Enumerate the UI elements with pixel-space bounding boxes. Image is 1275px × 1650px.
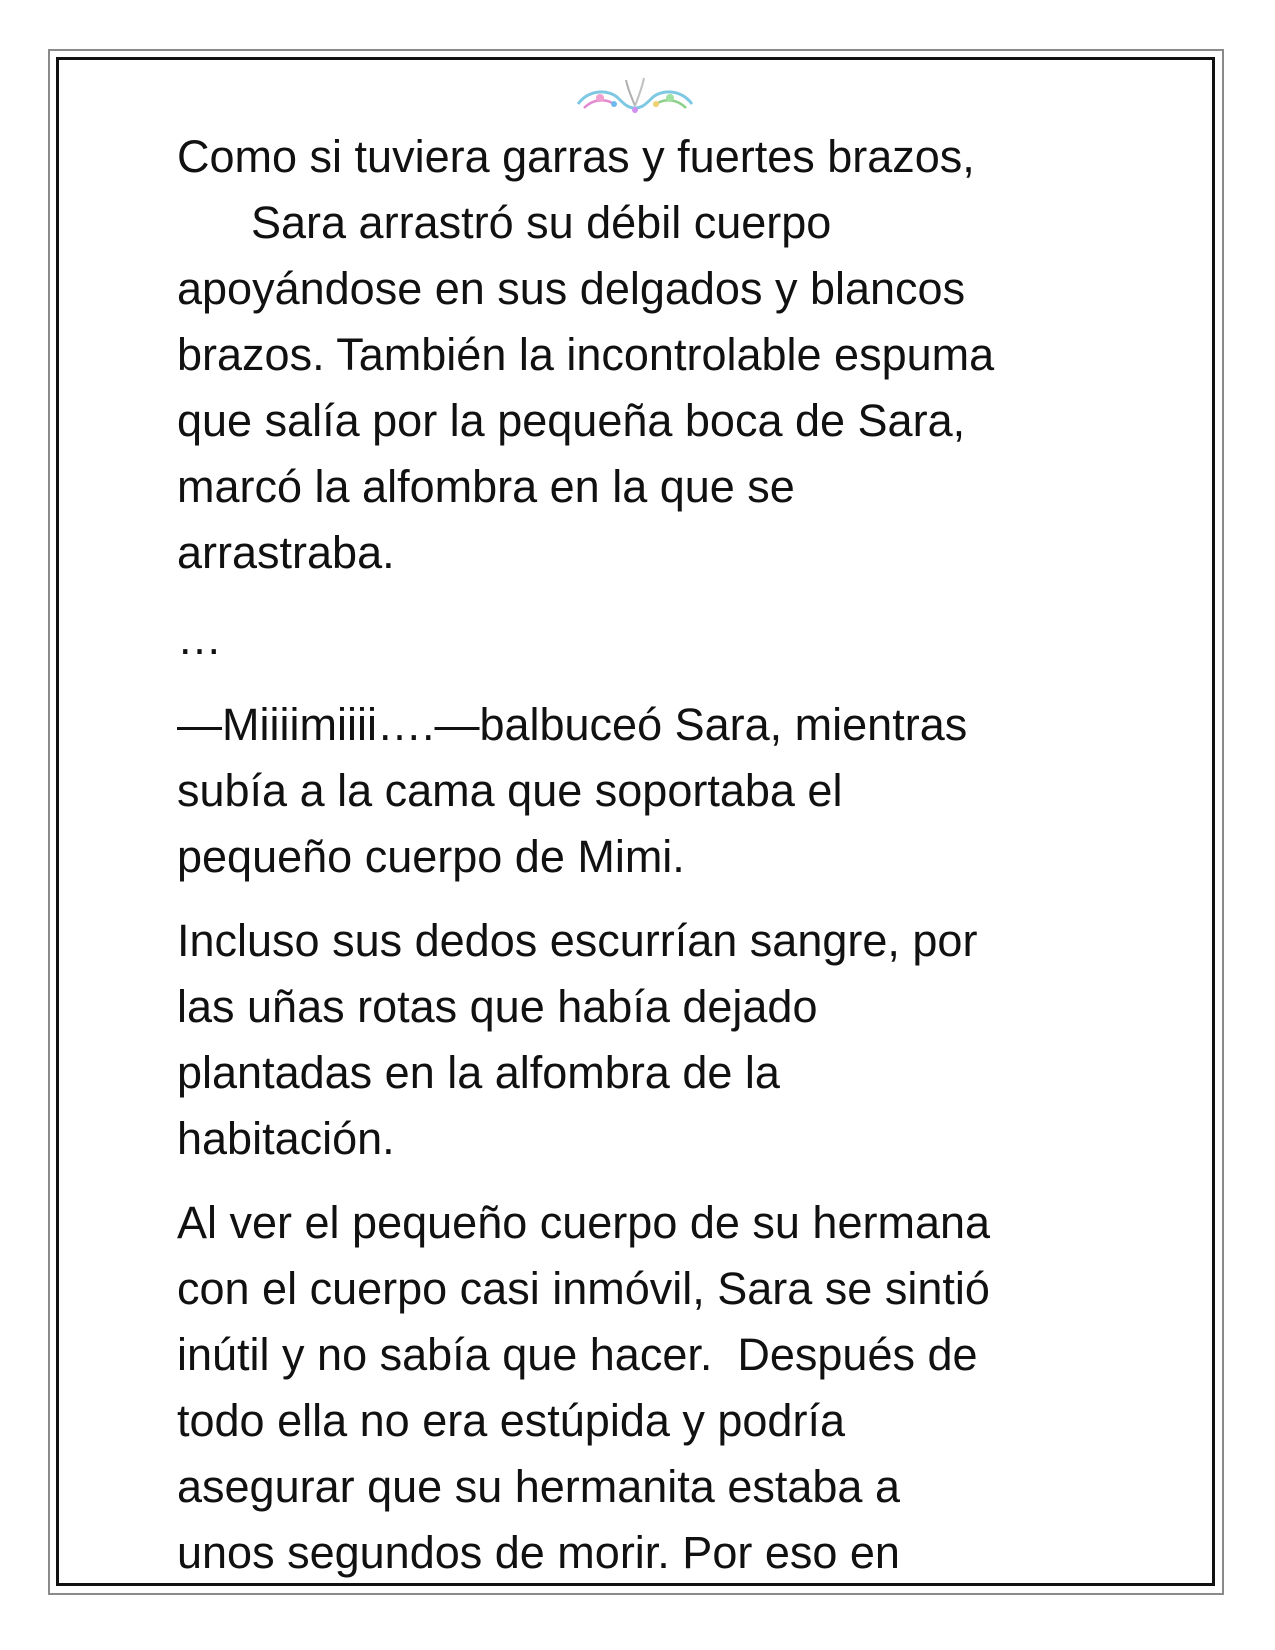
text-line: plantadas en la alfombra de la xyxy=(177,1047,780,1098)
text-line: todo ella no era estúpida y podría xyxy=(177,1395,845,1446)
ellipsis-line: … xyxy=(177,613,222,664)
text-line-indented: Sara arrastró su débil cuerpo xyxy=(251,197,832,248)
text-line: Como si tuviera garras y fuertes brazos, xyxy=(177,131,975,182)
text-line: subía a la cama que soportaba el xyxy=(177,765,843,816)
text-line: apoyándose en sus delgados y blancos xyxy=(177,263,966,314)
text-line: Al ver el pequeño cuerpo de su hermana xyxy=(177,1197,991,1248)
text-line: arrastraba. xyxy=(177,527,395,578)
document-body xyxy=(177,124,1157,1586)
paragraph-1 xyxy=(177,124,1157,586)
paragraph-4 xyxy=(177,1190,1157,1586)
decorative-flourish-icon xyxy=(570,68,700,124)
paragraph-3 xyxy=(177,908,1157,1172)
text-line: marcó la alfombra en la que se xyxy=(177,461,795,512)
paragraph-2 xyxy=(177,692,1157,890)
text-line: que salía por la pequeña boca de Sara, xyxy=(177,395,966,446)
text-line: inútil y no sabía que hacer. Después de xyxy=(177,1329,978,1380)
text-line: pequeño cuerpo de Mimi. xyxy=(177,831,685,882)
text-line: brazos. También la incontrolable espuma xyxy=(177,329,995,380)
text-line: —Miiiimiiii….—balbuceó Sara, mientras xyxy=(177,699,968,750)
text-line: asegurar que su hermanita estaba a xyxy=(177,1461,900,1512)
text-line: las uñas rotas que había dejado xyxy=(177,981,818,1032)
text-line: Incluso sus dedos escurrían sangre, por xyxy=(177,915,978,966)
text-line: unos segundos de morir. Por eso en xyxy=(177,1527,900,1578)
text-line: con el cuerpo casi inmóvil, Sara se sintió xyxy=(177,1263,990,1314)
paragraph-ellipsis xyxy=(177,606,1157,672)
text-line: habitación. xyxy=(177,1113,395,1164)
